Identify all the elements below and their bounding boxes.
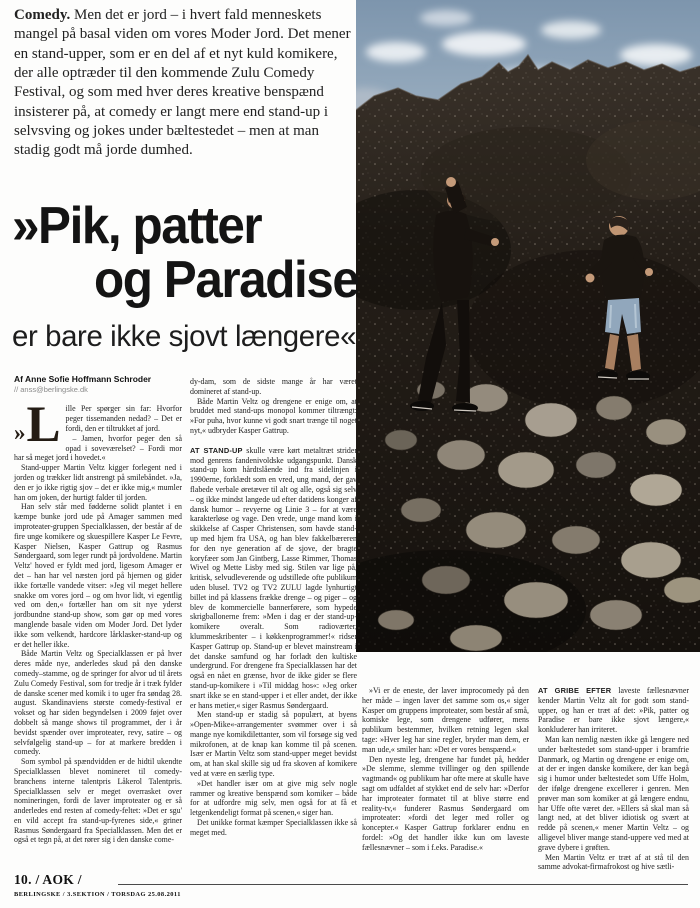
body-paragraph [362,755,529,853]
footer-page-label: 10. / AOK / [14,872,82,887]
paragraph-text: laveste fællesnævner kender Martin Veltz alt for godt som stand-upper, og han er træt af det: »Pik, patter og Paradise er bare ikke sjovt længere,« konkluderer han irriteret. [538,686,689,735]
headline-line1: »Pik, patter [12,197,262,255]
paragraph-text: Den nyeste leg, drengene har fundet på, hedder »De slemme, slemme tvillinger og den spillende vagtmand« og publikum har ofte mere at skulle have sagt om udfaldet af stykket end de selv har: »Derfor har improteater formatet til at blive større end reality-tv,« funderer Rasmus Søndergaard om improteater: »fordi det leger med roller og koncepter.« Kasper Gattrup forklarer endnu en fordel: »Og det handler ikke kun om laveste fællesnævner – som i f.eks. Paradise.« [362,754,529,852]
headline-subline: er bare ikke sjovt længere« [12,320,357,354]
body-column-3 [362,686,529,853]
paragraph-text: »Vi er de eneste, der laver improcomedy på den her måde – ingen laver det samme som os,« siger Kasper om gruppens improteater, som består af små, komiske lege, som drengene udfører, mens publikum bestemmer, hvilken retning legen skal tage: »Hver leg har sine regler, bryder man dem, er man ude,« smiler han: »Det er vores benspænd.« [362,686,529,754]
body-paragraph [190,818,357,838]
body-paragraph [538,853,689,873]
paragraph-text: Det unikke format kæmper Specialklassen ikke så meget med. [190,818,357,837]
body-paragraph-section-lead [190,446,357,711]
body-column-4 [538,686,689,872]
byline-author: Af Anne Sofie Hoffmann Schroder [14,374,152,384]
section-lead-label: AT STAND-UP [190,445,247,455]
intro-text: Men det er jord – i hvert fald menneskets mangel på basal viden om vores Moder Jord. Det mener en stand-upper, som er en del af et nyt kuld komikere, der alle optræder til den kommende Zulu Comedy Festival, og som med hver deres kreative benspænd insisterer på, at comedy er langt mere end stand-up i selvsving og jokes under bæltestedet – men at man stadig godt må jorde dumhed. [14,7,351,159]
headline-line2: og Paradise [94,251,359,310]
body-paragraph [14,463,182,502]
body-paragraph [14,649,182,757]
body-paragraph-section-lead [538,686,689,735]
paragraph-text: Som symbol på spændvidden er de hidtil ukendte Specialklassen blevet nomineret til comedy-branchens interne talentpris Låkerol Talentpris. Specialklassen selv er meget overrasket over nomineringen, fordi de laver improteater og er så anderledes end resten af comedy-feltet: »Det er sgu' en vild accept fra stand-up-fyrenes side,« griner Rasmus Søndergaard fra Specialklassen. Men det er også et tegn på, at det rører sig i den danske come- [14,757,182,845]
paragraph-text: Men Martin Veltz er træt af at stå til den samme advokat-firmafrokost og hive sætli- [538,852,689,872]
footer-edition-line: BERLINGSKE / 3.SEKTION / TORSDAG 25.08.2011 [14,891,181,898]
dropcap-guillemet: » [14,419,26,445]
paragraph-text: dy-dam, som de sidste mange år har været domineret af stand-up. [190,377,357,396]
body-column-2 [190,377,357,838]
body-paragraph [190,779,357,818]
paragraph-text: »Det handler især om at give mig selv nogle rammer og kreative benspænd som komiker – både for at udfordre mig selv, men også for at få et letgenkendeligt format på scenen,« siger han. [190,778,357,818]
body-paragraph [14,502,182,649]
body-paragraph [190,397,357,436]
dropcap-letter: L [26,397,61,454]
article-photo [356,0,700,652]
body-paragraph [362,686,529,755]
paragraph-text: Man kan nemlig næsten ikke gå længere ned under bæltestedet som stand-upper i bramfrie Danmark, og Martin og drengene er enige om, at der er ingen danske komikere, der kan begå sig i humor under bæltestedet som Uffe Holm, der ifølge drengene excellerer i genren. Men prøver man som komiker at gå længere endnu, har Uffe ofte været der. »Ellers så skal man så langt ned, at det bliver idiotisk og svært at redde på scenen,« mener Martin Veltz – og alligevel bliver mange stand-uppere ved med at grave dybere i grøften. [538,734,689,852]
footer-divider-line [118,884,688,885]
paragraph-text: Stand-upper Martin Veltz kigger forlegent ned i jorden og trækker lidt anstrengt på smilebåndet. »Ja, den er jo ikke rigtig sjov – det er ikke mig,« mumler han om joken, der hurtigt falder til jorden. [14,463,182,502]
paragraph-text: skulle være kørt metaltræt strider mod genrens fandenivoldske udgangspunkt. Dansk stand-up kom hårdtslående ind fra sidelinjen i 1990erne, forklædt som en vred, ung mand, der gav flabede verbale øretæver til alt og alle, også sig selv – og ikke mindst langede ud efter datidens konger af dansk humor – revyerne og Linie 3 – for at være karakterløse og vage. Den vrede, unge mand kom i skikkelse af Casper Christensen, som havde stand-up med hjem fra USA, og han blev fakkelbæreren for den nye generation af de sjove, der bragte koryfæer som Jan Gintberg, Lasse Rimmer, Thomas Wivel og Mette Lisby med sig. Stilen var lige på, kritisk, selvudleverende og udstillede ofte publikum uden blusel. TV2 og TV2 ZULU lagde lynhurtigt billet ind på klassens frække drenge – og piger – og blev de kommercielle bannerførere, som hypede skrigballonerne frem: »Men i dag er der stand-up-komikere overalt. Som radioværter, klummeskribenter – i køkkenprogrammer!« ridser Kasper Gattrup op. Stand-up er blevet mainstream i det danske samfund og har forladt den kultiske undergrund. For drengene fra Specialklassen har det også en nået en grænse, hvor de ikke gider se flere stand-up-komikere i »Til middag hos«: »Jeg orker snart ikke se en stand-upper i et eller andet, der ikke er hans metier,« siger Rasmus Søndergaard. [190,445,358,710]
headline-block [12,197,362,354]
drop-cap [14,397,61,454]
paragraph-text: – Jamen, hvorfor peger den så opad i soveværelset? – Fordi mor har så meget jord i hovedet.« [14,433,182,463]
paragraph-text: Både Martin Veltz og Specialklassen er på hver deres måde nye, anderledes skud på den danske comedy–stamme, og de springer for alvor ud til årets Zulu Comedy Festival, som for tredje år i træk fylder de danske scener med komik i to uger fra søndag 28. august. Skandinaviens største comedy-festival er vokset og har siden begyndelsen i 2009 føjet over dobbelt så mange shows til programmet, der i år bevidst spænder over improteater, revy, satire – og selvfølgelig stand-up – for at markere bredden i comedy. [14,649,182,757]
body-column-1 [14,374,182,845]
paragraph-text: ille Per spørger sin far: Hvorfor peger tissemanden nedad? – Det er fordi, den er tiltrukket af jord. [65,404,182,434]
byline-email: // anss@berlingske.dk [14,384,88,394]
body-paragraph-continuation [190,377,357,397]
body-paragraph [538,735,689,853]
body-paragraph [190,710,357,779]
photo-illustration [356,0,700,652]
paragraph-text: Både Martin Veltz og drengene er enige om, at bruddet med stand-ups monopol kommer tiltrængt: »For puha, hvor kunne vi godt snart trænge til noget nyt,« udbryder Kasper Gattrup. [190,396,357,435]
intro-paragraph [14,6,354,161]
paragraph-text: Men stand-up er stadig så populært, at byens »Open-Mike«-arrangementer svømmer over i så mange nye komikdilettanter, som vil forsøge sig ved mikrofonen, at de knap kan komme til på scenen. Især er Martin Veltz som stand-upper meget bevidst om, at han skal skille sig ud fra skoven af komikere ved at være en særlig type. [190,710,357,779]
paragraph-text: Han selv står med fødderne solidt plantet i en kæmpe bunke jord ude på Amager sammen med improteater-gruppen Specialklassen, der består af de fire unge komikere og skuespillere Kasper Le Fevre, Kasper Nielsen, Kasper Gattrup og Rasmus Søndergaard, som leger rundt på jordvoldene. Martin Veltz' hoved er fyldt med jord, ligesom Amager er det – han har vel næsten jord på hjernen og gider ikke fortælle vandede vitser: »Jeg vil meget hellere snakke om vores jord – og om hvor lidt, vi egentlig ved om den,« fortæller han om sit nye yderst jordbundne stand-up show, som gør op med vores manglende basale viden om Moder Jord. Det lyder ikke som velkendt, hardcore lårklasker-stand-up og er det heller ikke. [14,502,182,649]
intro-lead-word: Comedy. [14,7,71,23]
body-paragraph [14,757,182,845]
section-lead-label: AT GRIBE EFTER [538,686,619,695]
